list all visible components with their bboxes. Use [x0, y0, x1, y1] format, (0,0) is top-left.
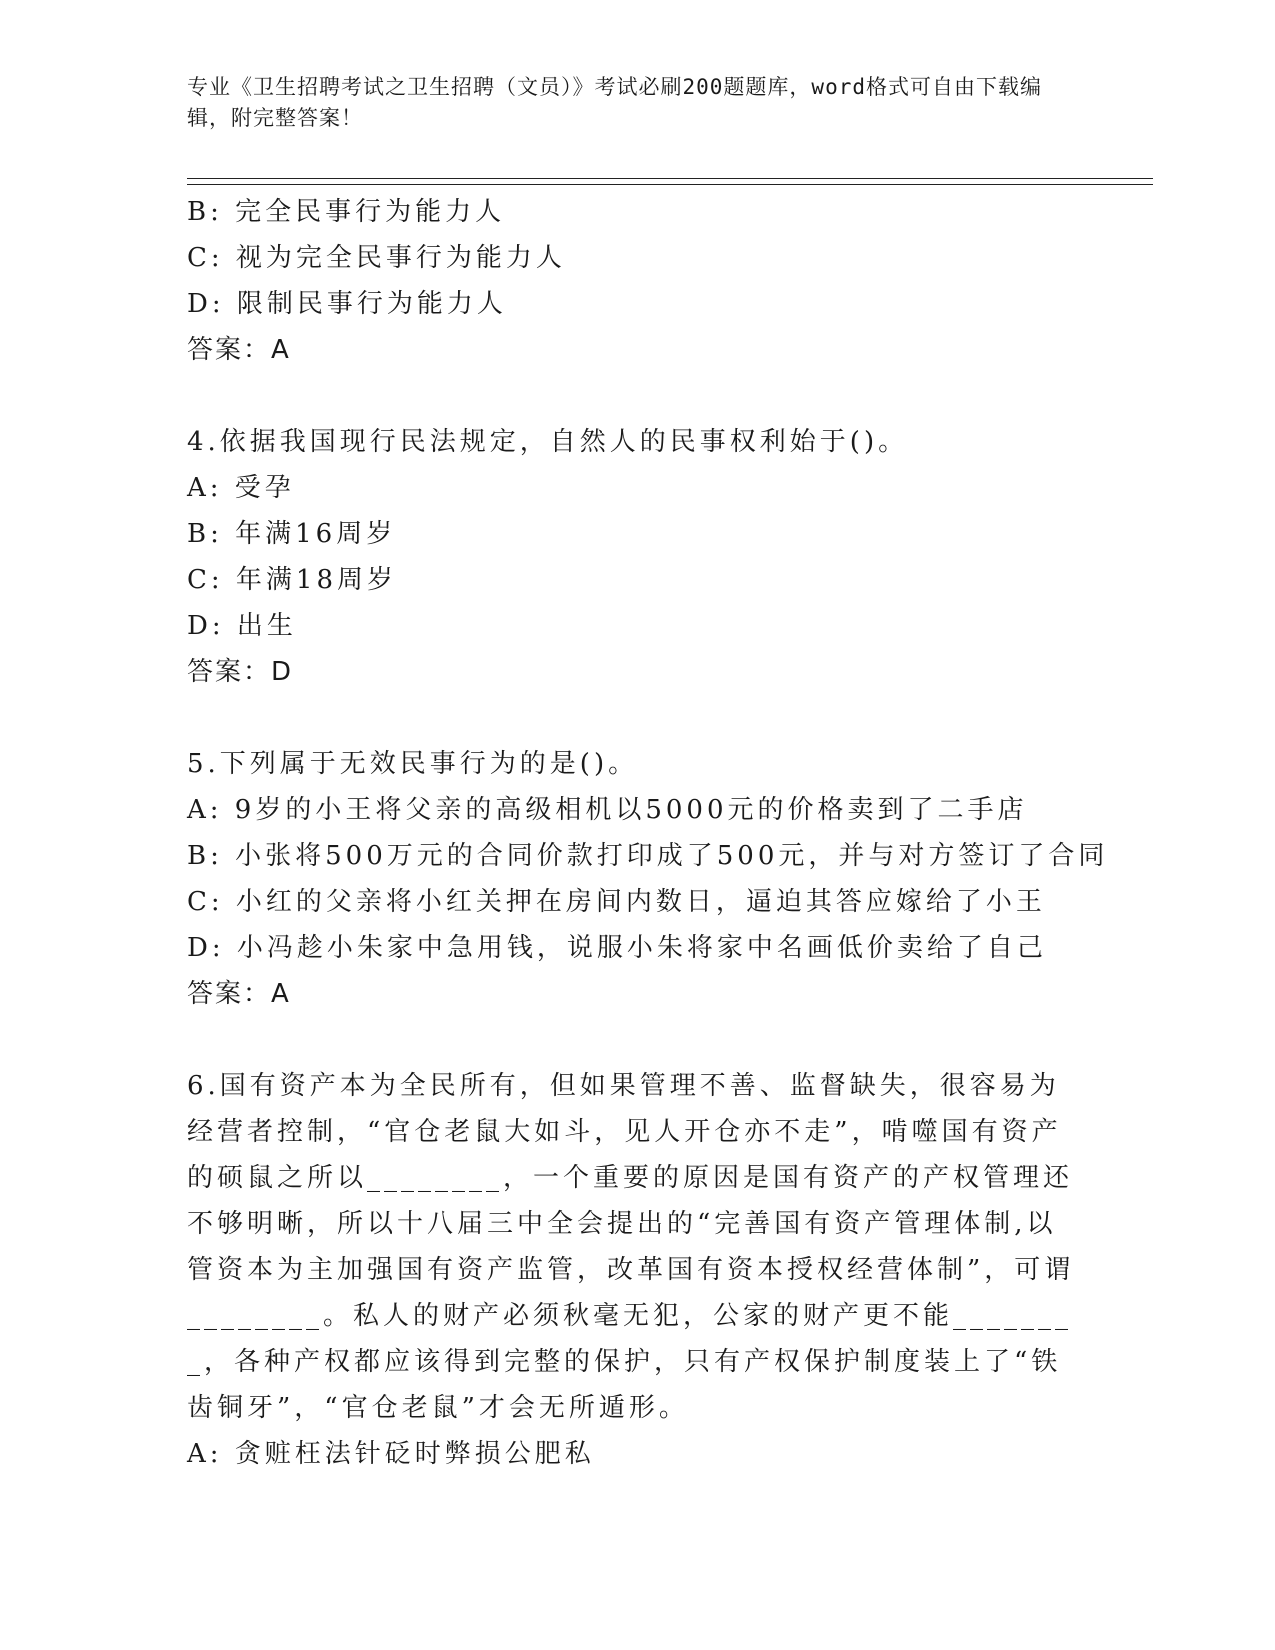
question-5 [187, 741, 1109, 1017]
question-3-tail [187, 189, 1087, 373]
question-4 [187, 419, 1087, 695]
question-6 [187, 1063, 1087, 1477]
question-stem: 6.国有资产本为全民所有，但如果管理不善、监督缺失，很容易为经营者控制，“官仓老鼠大如斗，见人开仓亦不走”，啃噬国有资产的硕鼠之所以________，一个重要的原因是国有资产的产权管理还不够明晰，所以十八届三中全会提出的“完善国有资产管理体制,以管资本为主加强国有资产监管，改革国有资本授权经营体制”，可谓________。私人的财产必须秋毫无犯，公家的财产更不能________，各种产权都应该得到完整的保护，只有产权保护制度装上了“铁齿铜牙”，“官仓老鼠”才会无所遁形。 [187, 1071, 1075, 1423]
option-a: A: 贪赃枉法针砭时弊损公肥私 [187, 1439, 595, 1469]
option-c: C: 年满18周岁 [187, 565, 398, 595]
spacer [187, 695, 1087, 741]
option-d: D: 限制民事行为能力人 [187, 289, 507, 319]
option-d: D: 出生 [187, 611, 297, 641]
question-content [187, 189, 1109, 1477]
option-c: C: 小红的父亲将小红关押在房间内数日，逼迫其答应嫁给了小王 [187, 887, 1046, 917]
option-b: B: 小张将500万元的合同价款打印成了500元，并与对方签订了合同 [187, 841, 1109, 871]
option-b: B: 年满16周岁 [187, 519, 397, 549]
document-header: 专业《卫生招聘考试之卫生招聘（文员）》考试必刷200题题库，word格式可自由下载编辑，附完整答案！ [187, 75, 1042, 130]
option-a: A: 9岁的小王将父亲的高级相机以5000元的价格卖到了二手店 [187, 795, 1028, 825]
option-a: A: 受孕 [187, 473, 295, 503]
header-divider-top [187, 178, 1153, 179]
spacer [187, 1017, 1087, 1063]
question-stem: 4.依据我国现行民法规定，自然人的民事权利始于()。 [187, 427, 909, 457]
header-divider-bottom [187, 184, 1153, 185]
option-c: C: 视为完全民事行为能力人 [187, 243, 566, 273]
option-d: D: 小冯趁小朱家中急用钱，说服小朱将家中名画低价卖给了自己 [187, 933, 1047, 963]
option-b: B: 完全民事行为能力人 [187, 197, 506, 227]
spacer [187, 373, 1087, 419]
question-stem: 5.下列属于无效民事行为的是()。 [187, 749, 639, 779]
answer-line: 答案：D [187, 657, 294, 687]
answer-line: 答案：A [187, 979, 291, 1009]
answer-line: 答案：A [187, 335, 291, 365]
